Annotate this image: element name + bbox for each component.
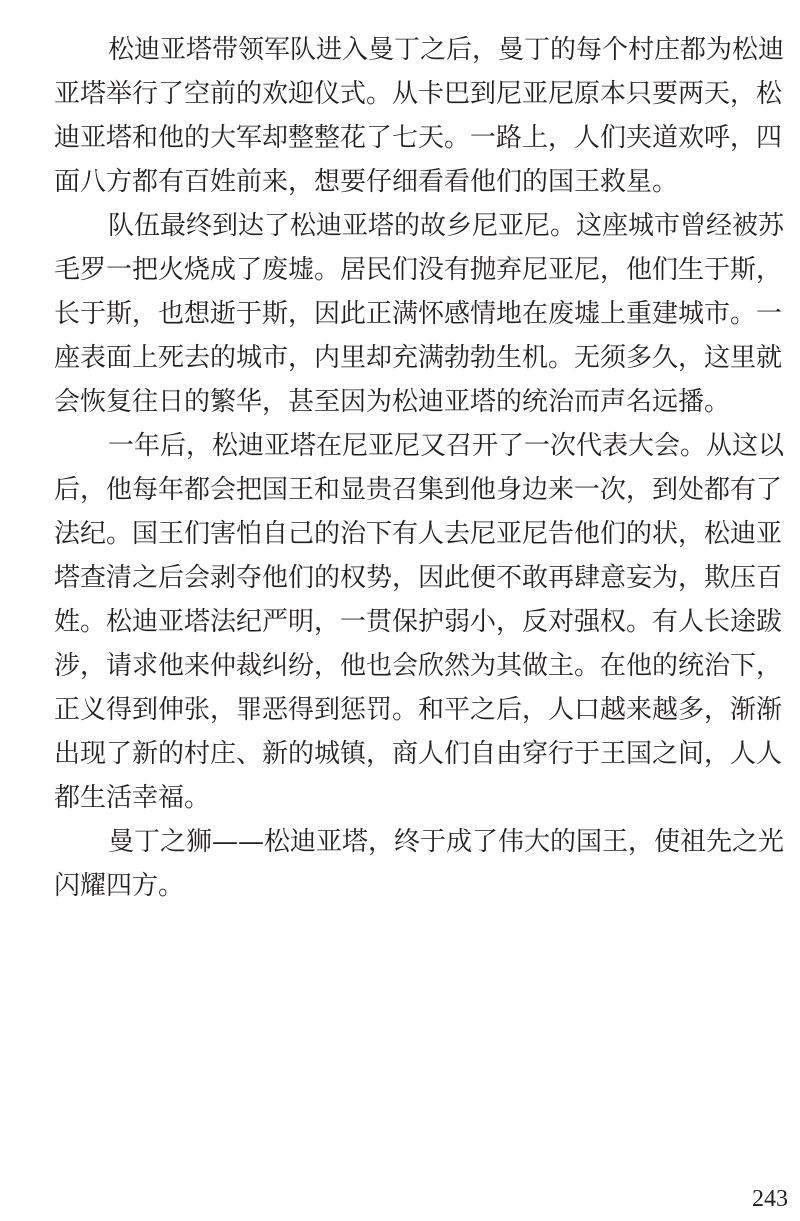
text-line: 松迪亚塔带领军队进入曼丁之后，曼丁的每个村庄都为松迪 (108, 35, 785, 65)
text-line: 涉，请求他来仲裁纠纷，他也会欣然为其做主。在他的统治下， (54, 651, 783, 681)
text-line: 都生活幸福。 (54, 783, 211, 813)
text-line: 会恢复往日的繁华，甚至因为松迪亚塔的统治而声名远播。 (54, 387, 731, 417)
text-line: 毛罗一把火烧成了废墟。居民们没有抛弃尼亚尼，他们生于斯， (54, 255, 783, 285)
text-line: 亚塔举行了空前的欢迎仪式。从卡巴到尼亚尼原本只要两天，松 (54, 79, 783, 109)
paragraph (54, 28, 785, 204)
text-line: 面八方都有百姓前来，想要仔细看看他们的国王救星。 (54, 167, 679, 197)
text-line: 塔查清之后会剥夺他们的权势，因此便不敢再肆意妄为，欺压百 (54, 563, 783, 593)
text-line: 曼丁之狮——松迪亚塔，终于成了伟大的国王，使祖先之光 (108, 827, 785, 857)
paragraph (54, 424, 785, 820)
text-line: 后，他每年都会把国王和显贵召集到他身边来一次，到处都有了 (54, 475, 783, 505)
text-line: 闪耀四方。 (54, 871, 185, 901)
text-line: 长于斯，也想逝于斯，因此正满怀感情地在废墟上重建城市。一 (54, 299, 783, 329)
text-line: 出现了新的村庄、新的城镇，商人们自由穿行于王国之间，人人 (54, 739, 783, 769)
body-text (54, 28, 785, 908)
text-line: 座表面上死去的城市，内里却充满勃勃生机。无须多久，这里就 (54, 343, 783, 373)
page-number: 243 (752, 1186, 788, 1212)
text-line: 迪亚塔和他的大军却整整花了七天。一路上，人们夹道欢呼，四 (54, 123, 783, 153)
text-line: 正义得到伸张，罪恶得到惩罚。和平之后，人口越来越多，渐渐 (54, 695, 783, 725)
paragraph (54, 204, 785, 424)
paragraph (54, 820, 785, 908)
text-line: 姓。松迪亚塔法纪严明，一贯保护弱小，反对强权。有人长途跋 (54, 607, 783, 637)
text-line: 一年后，松迪亚塔在尼亚尼又召开了一次代表大会。从这以 (108, 431, 785, 461)
text-line: 法纪。国王们害怕自己的治下有人去尼亚尼告他们的状，松迪亚 (54, 519, 783, 549)
text-line: 队伍最终到达了松迪亚塔的故乡尼亚尼。这座城市曾经被苏 (108, 211, 785, 241)
